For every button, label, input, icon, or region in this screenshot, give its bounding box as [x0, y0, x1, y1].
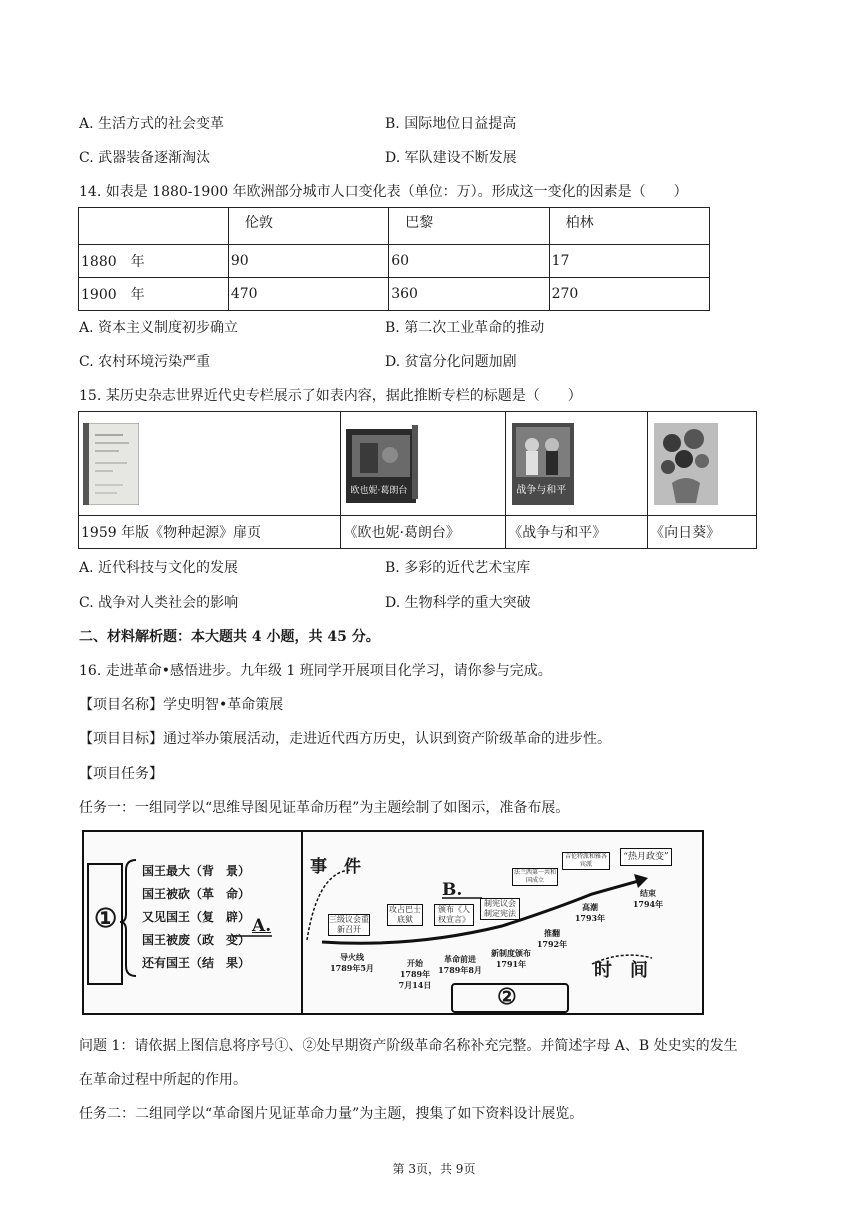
- table-header-cell: 伦敦: [228, 208, 388, 245]
- table-cell: 《向日葵》: [648, 516, 757, 549]
- left-branch-item: 国王最大（背 景）: [142, 864, 251, 878]
- task1-text: 任务一：一组同学以“思维导图见证革命历程”为主题绘制了如图示，准备布展。: [79, 800, 570, 816]
- question1-text: 问题 1：请依据上图信息将序号①、②处早期资产阶级革命名称补充完整。并简述字母 A、B 处史实的发生: [79, 1038, 738, 1054]
- left-branch-item: 又见国王（复 辟）: [142, 910, 251, 924]
- stage-date: 1793年: [574, 913, 606, 923]
- exhibit-table: [78, 411, 757, 549]
- stage-label: [628, 888, 668, 910]
- sunflowers-painting-image: [654, 423, 718, 505]
- table-cell: [341, 412, 506, 516]
- project-goal: 【项目目标】通过举办策展活动，走进近代西方历史，认识到资产阶级革命的进步性。: [79, 731, 611, 747]
- table-cell: [648, 412, 757, 516]
- q15-stem: 15. 某历史杂志世界近代史专栏展示了如表内容，据此推断专栏的标题是（ ）: [79, 388, 582, 404]
- q15-option-b: B. 多彩的近代艺术宝库: [385, 560, 531, 576]
- event-box: 吉伦特派和雅各宾派: [562, 852, 610, 870]
- q14-option-d: D. 贫富分化问题加剧: [385, 354, 517, 370]
- stage-label: [572, 902, 608, 924]
- table-cell: 470: [228, 278, 388, 311]
- stage-name: 新制度颁布: [491, 948, 531, 958]
- event-box: “热月政变”: [620, 848, 672, 866]
- population-table: [78, 207, 710, 311]
- event-box: 制宪议会制定宪法: [480, 898, 520, 920]
- table-header-row: [79, 208, 710, 245]
- left-branch-item: 还有国王（结 果）: [142, 956, 251, 970]
- book-cover-title: 欧也妮·葛朗台: [350, 485, 408, 496]
- table-cell: 17: [549, 245, 709, 278]
- table-cell: 1900 年: [79, 278, 229, 311]
- q14-option-c: C. 农村环境污染严重: [79, 354, 211, 370]
- q16-stem: 16. 走进革命•感悟进步。九年级 1 班同学开展项目化学习，请你参与完成。: [79, 663, 552, 679]
- question1-text-cont: 在革命过程中所起的作用。: [79, 1072, 247, 1088]
- table-cell: 《战争与和平》: [506, 516, 648, 549]
- page-footer: 第 3页，共 9页: [392, 1162, 476, 1176]
- table-cell: 270: [549, 278, 709, 311]
- letter-b: B.: [442, 880, 463, 900]
- stage-name: 结束: [640, 888, 656, 898]
- stage-name: 高潮: [582, 902, 598, 912]
- stage-name: 导火线: [340, 952, 364, 962]
- stage-label: [438, 954, 482, 976]
- q14-stem: 14. 如表是 1880-1900 年欧洲部分城市人口变化表（单位：万）。形成这一变化的因素是（ ）: [79, 184, 688, 200]
- stage-date: 1791年: [495, 959, 527, 969]
- table-cell: 60: [389, 245, 549, 278]
- stage-name: 推翻: [544, 928, 560, 938]
- event-label: 事 件: [310, 857, 361, 877]
- q13-option-c: C. 武器装备逐渐淘汰: [79, 150, 211, 166]
- q13-option-a: A. 生活方式的社会变革: [79, 116, 225, 132]
- section-heading: 二、材料解析题：本大题共 4 小题，共 45 分。: [79, 629, 380, 645]
- table-header-cell: 巴黎: [389, 208, 549, 245]
- project-task: 【项目任务】: [79, 766, 163, 782]
- table-cell: 90: [228, 245, 388, 278]
- stage-label: [534, 928, 570, 950]
- table-cell: 360: [389, 278, 549, 311]
- stage-name: 开始: [407, 958, 423, 968]
- table-cell: 1880 年: [79, 245, 229, 278]
- table-cell: [506, 412, 648, 516]
- project-name: 【项目名称】学史明智•革命策展: [79, 697, 284, 713]
- table-row: [79, 516, 757, 549]
- left-branch-item: 国王被砍（革 命）: [142, 887, 251, 901]
- q14-option-b: B. 第二次工业革命的推动: [385, 320, 545, 336]
- letter-a: A.: [252, 916, 272, 936]
- stage-label: [488, 948, 534, 970]
- war-and-peace-book-image: [512, 423, 574, 505]
- table-row: [79, 412, 757, 516]
- table-header-cell: 柏林: [549, 208, 709, 245]
- event-box: 攻占巴士底狱: [389, 905, 421, 924]
- event-box: 三级议会重新召开: [329, 915, 369, 934]
- eugenie-grandet-book-image: [346, 425, 418, 503]
- event-box: 法兰西第一共和国成立: [513, 869, 556, 884]
- stage-date: 1792年: [536, 939, 568, 949]
- book-cover-title: 战争与和平: [516, 484, 567, 496]
- marker-circled-2: ②: [497, 984, 517, 1010]
- q15-option-d: D. 生物科学的重大突破: [385, 595, 531, 611]
- table-cell: [79, 412, 341, 516]
- stage-date: 1789年8月: [438, 965, 482, 975]
- table-cell: 1959 年版《物种起源》扉页: [79, 516, 341, 549]
- stage-date: 1789年7月14日: [398, 969, 432, 990]
- stage-label: [398, 958, 432, 991]
- table-row: [79, 278, 710, 311]
- table-cell: 《欧也妮·葛朗台》: [341, 516, 506, 549]
- task2-text: 任务二：二组同学以“革命图片见证革命力量”为主题，搜集了如下资料设计展览。: [79, 1106, 584, 1122]
- event-box: 颁布《人权宣言》: [434, 904, 474, 926]
- marker-circled-1: ①: [94, 904, 118, 934]
- book-title-page-image: [83, 423, 139, 505]
- left-branch-list: [142, 860, 250, 975]
- stage-date: 1794年: [632, 899, 664, 909]
- q15-option-c: C. 战争对人类社会的影响: [79, 595, 239, 611]
- time-label: 时 间: [594, 960, 648, 981]
- table-header-cell: [79, 208, 229, 245]
- stage-date: 1789年5月: [330, 963, 374, 973]
- q15-option-a: A. 近代科技与文化的发展: [79, 560, 239, 576]
- q14-option-a: A. 资本主义制度初步确立: [79, 320, 239, 336]
- left-branch-item: 国王被废（政 变）: [142, 933, 251, 947]
- revolution-mind-map: [82, 830, 704, 1015]
- table-row: [79, 245, 710, 278]
- q13-option-d: D. 军队建设不断发展: [385, 150, 517, 166]
- q13-option-b: B. 国际地位日益提高: [385, 116, 517, 132]
- stage-name: 革命前进: [444, 954, 476, 964]
- stage-label: [330, 952, 374, 974]
